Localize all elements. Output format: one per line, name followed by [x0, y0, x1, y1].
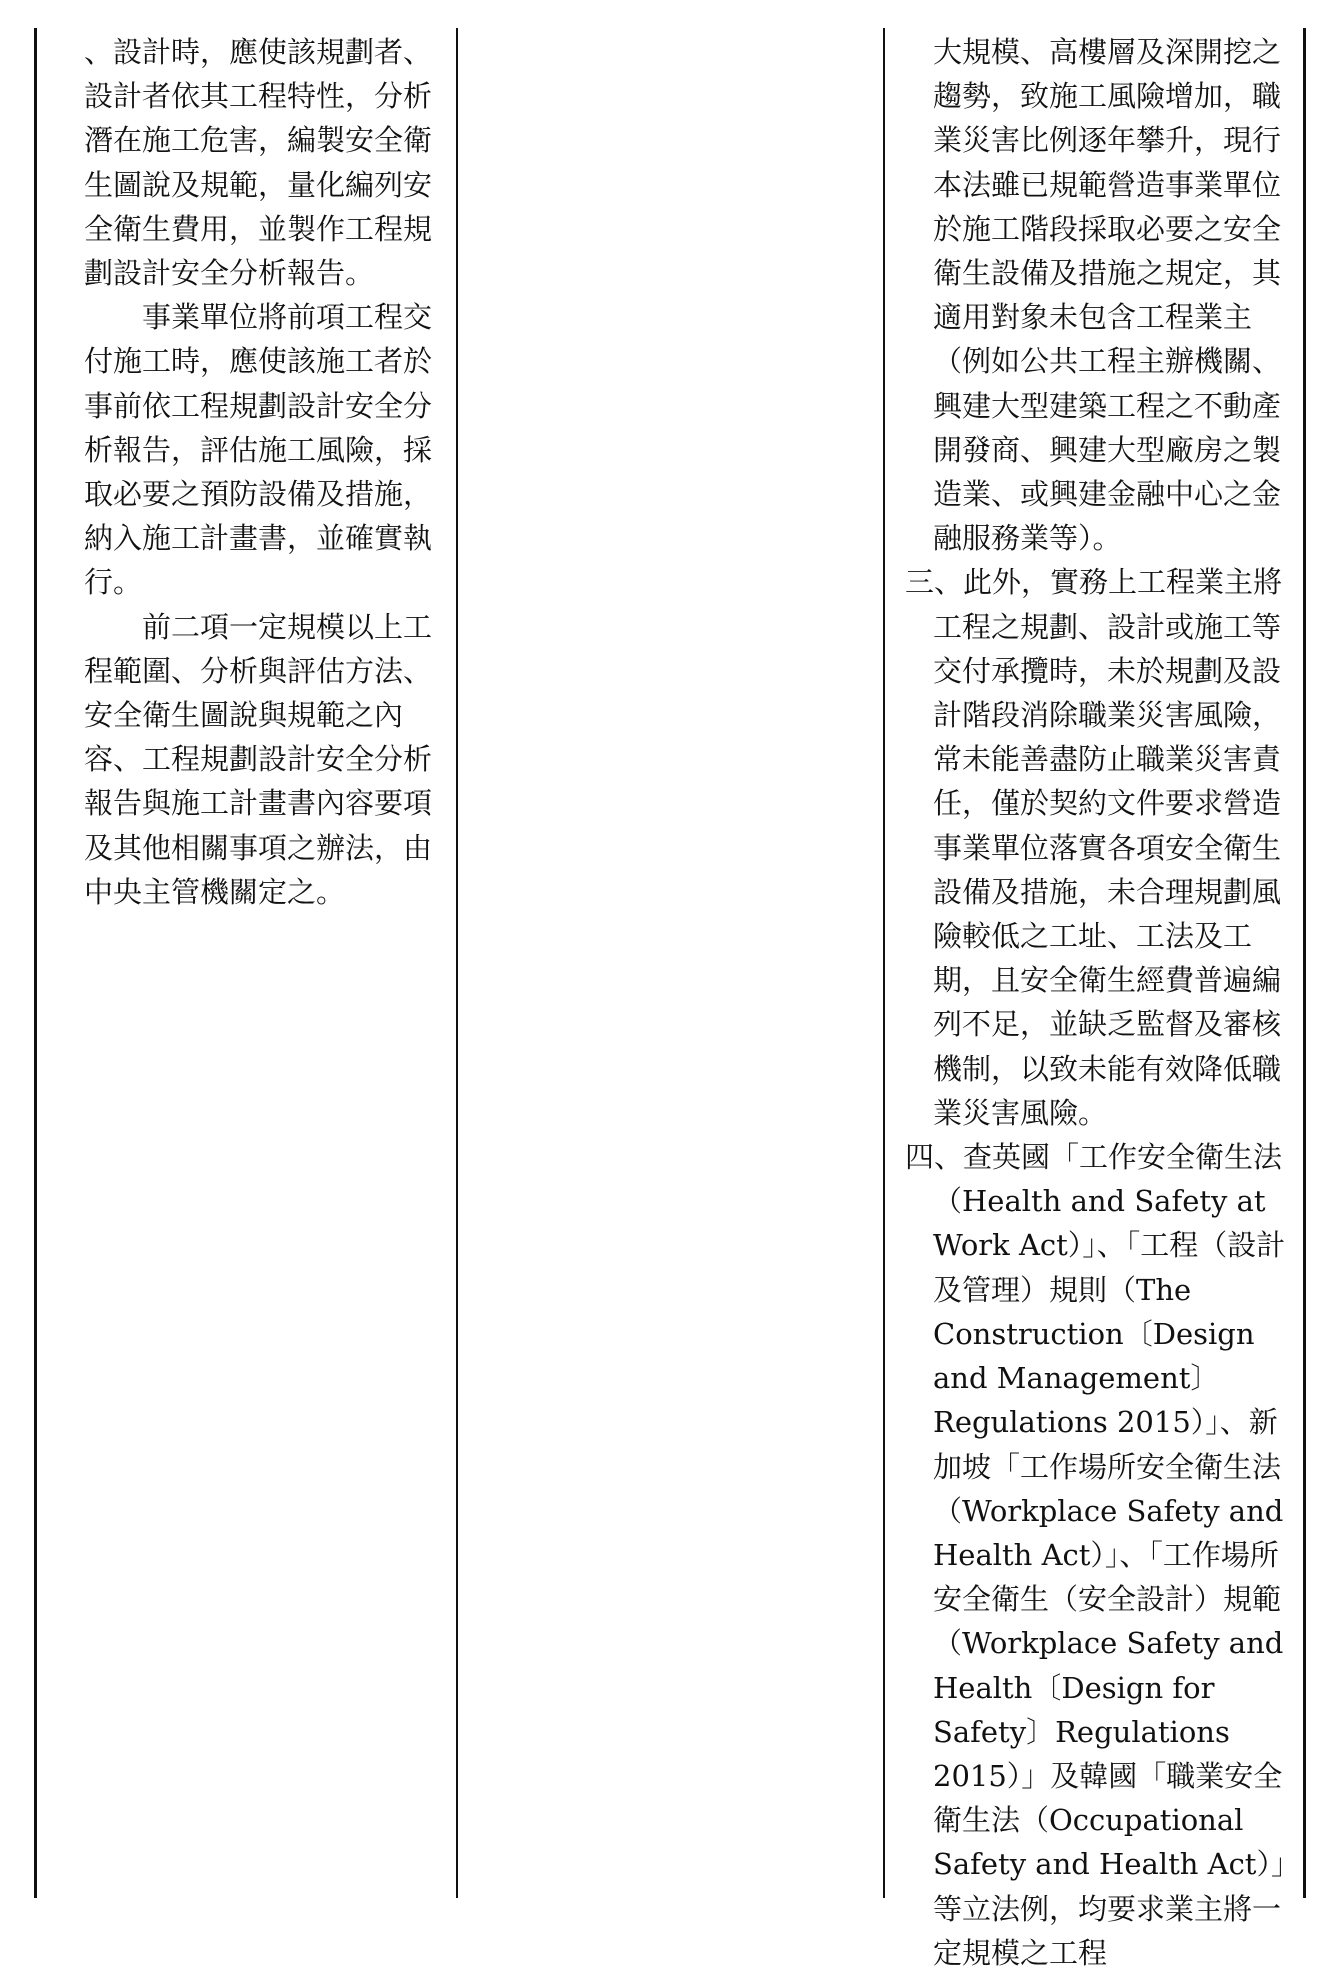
right-column — [905, 30, 1295, 1975]
left-paragraph-2: 事業單位將前項工程交付施工時，應使該施工者於事前依工程規劃設計安全分析報告，評估施工風險，採取必要之預防設備及措施，納入施工計畫書，並確實執行。 — [84, 300, 433, 600]
left-paragraph-1: 、設計時，應使該規劃者、設計者依其工程特性，分析潛在施工危害，編製安全衛生圖說及規範，量化編列安全衛生費用，並製作工程規劃設計安全分析報告。 — [84, 35, 433, 291]
right-continuation-text: 大規模、高樓層及深開挖之趨勢，致施工風險增加，職業災害比例逐年攀升，現行本法雖已規範營造事業單位於施工階段採取必要之安全衛生設備及措施之規定，其適用對象未包含工程業主（例如公共工程主辦機關、興建大型建築工程之不動產開發商、興建大型廠房之製造業、或興建金融中心之金融服務業等）。 — [933, 35, 1282, 556]
column-divider-left — [456, 28, 458, 1898]
right-item-3: 三、此外，實務上工程業主將工程之規劃、設計或施工等交付承攬時，未於規劃及設計階段消除職業災害風險，常未能善盡防止職業災害責任，僅於契約文件要求營造事業單位落實各項安全衛生設備及措施，未合理規劃風險較低之工址、工法及工期，且安全衛生經費普遍編列不足，並缺乏監督及審核機制，以致未能有效降低職業災害風險。 — [905, 565, 1283, 1130]
left-paragraph-3: 前二項一定規模以上工程範圍、分析與評估方法、安全衛生圖說與規範之內容、工程規劃設計安全分析報告與施工計畫書內容要項及其他相關事項之辦法，由中央主管機關定之。 — [84, 609, 433, 909]
left-column — [84, 30, 446, 914]
column-divider-right — [883, 28, 885, 1898]
left-border-rule — [34, 28, 37, 1898]
right-border-rule — [1303, 28, 1306, 1898]
right-item-4: 四、查英國「工作安全衛生法（Health and Safety at Work Act）」、「工程（設計及管理）規則（The Construction〔Design and Management〕Regulations 2015）」、新加坡「工作場所安全衛生法（Workplace Safety and Health Act）」、「工作場所安全衛生（安全設計）規範（Workplace Safety and Health〔Design for Safety〕Regulations 2015）」及韓國「職業安全衛生法（Occupational Safety and Health Act）」等立法例，均要求業主將一定規模之工程 — [905, 1140, 1286, 1970]
